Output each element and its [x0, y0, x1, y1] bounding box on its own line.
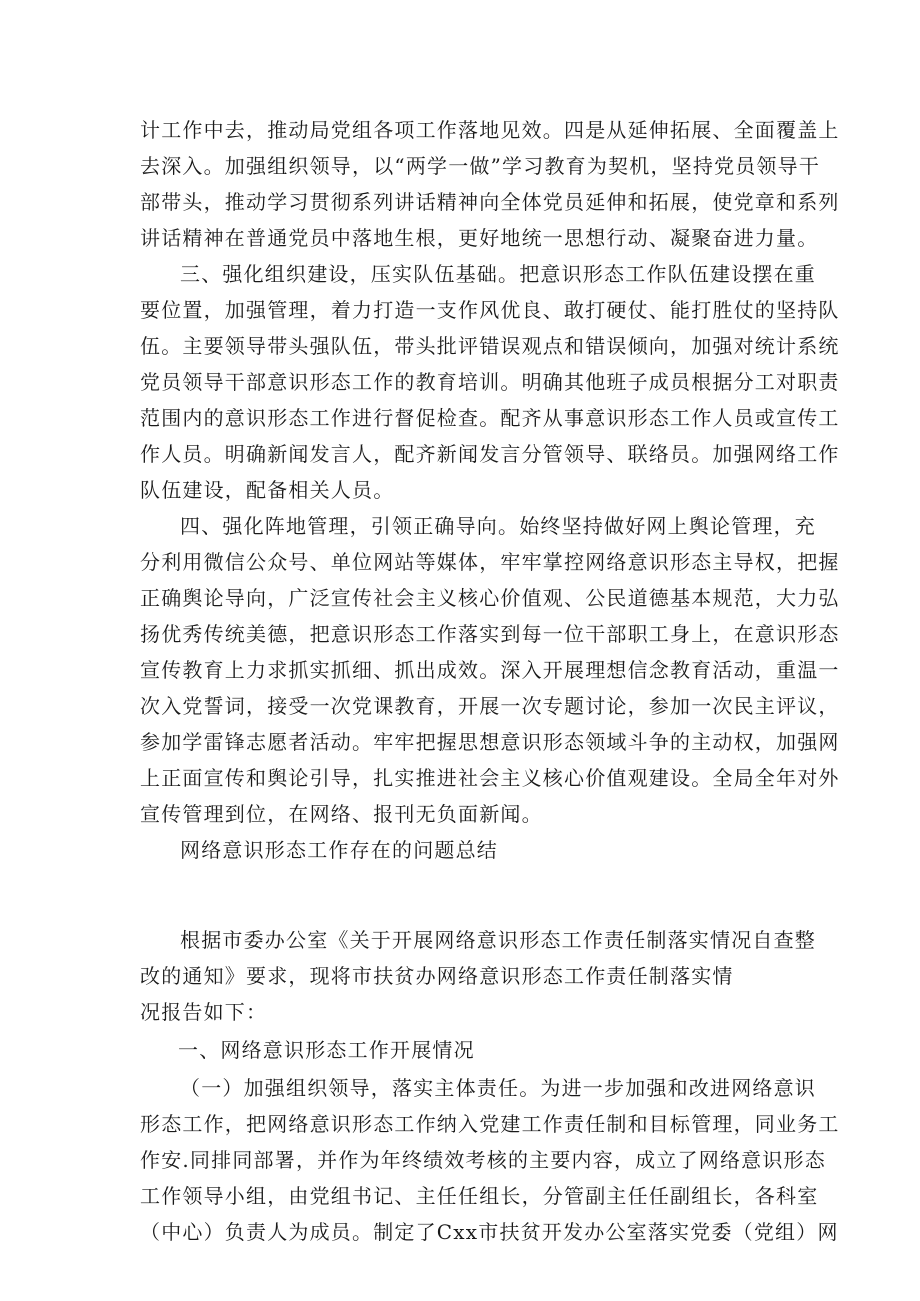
body-line: 要位置，加强管理，着力打造一支作风优良、敢打硬仗、能打胜仗的坚持队	[140, 298, 840, 322]
body-line: 宣传教育上力求抓实抓细、抓出成效。深入开展理想信念教育活动，重温一	[140, 658, 840, 682]
body-line: 参加学雷锋志愿者活动。牢牢把握思想意识形态领域斗争的主动权，加强网	[140, 730, 840, 754]
body-line: 作安.同排同部署，并作为年终绩效考核的主要内容，成立了网络意识形态	[140, 1148, 826, 1172]
body-line: 党员领导干部意识形态工作的教育培训。明确其他班子成员根据分工对职责	[140, 370, 840, 394]
body-line: 范围内的意识形态工作进行督促检查。配齐从事意识形态工作人员或宣传工	[140, 406, 840, 430]
body-line: 改的通知》要求，现将市扶贫办网络意识形态工作责任制落实情	[140, 964, 734, 988]
body-line: 伍。主要领导带头强队伍，带头批评错误观点和错误倾向，加强对统计系统	[140, 334, 840, 358]
section-heading-line: 一、网络意识形态工作开展情况	[178, 1038, 475, 1062]
body-line: 分利用微信公众号、单位网站等媒体，牢牢掌控网络意识形态主导权，把握	[140, 550, 840, 574]
body-line: 正确舆论导向，广泛宣传社会主义核心价值观、公民道德基本规范，大力弘	[140, 586, 840, 610]
body-line: 扬优秀传统美德，把意识形态工作落实到每一位干部职工身上，在意识形态	[140, 622, 840, 646]
body-line: （中心）负责人为成员。制定了Cxx市扶贫开发办公室落实党委（党组）网	[140, 1220, 839, 1244]
body-line: 部带头，推动学习贯彻系列讲话精神向全体党员延伸和拓展，使党章和系列	[140, 190, 840, 214]
body-line: 计工作中去，推动局党组各项工作落地见效。四是从延伸拓展、全面覆盖上	[140, 118, 840, 142]
body-line: 根据市委办公室《关于开展网络意识形态工作责任制落实情况自查整	[180, 928, 816, 952]
body-line: 宣传管理到位，在网络、报刊无负面新闻。	[140, 802, 543, 826]
body-line: 次入党誓词，接受一次党课教育，开展一次专题讨论，参加一次民主评议，	[140, 694, 840, 718]
section-heading-line: 三、强化组织建设，压实队伍基础。把意识形态工作队伍建设摆在重	[180, 262, 816, 286]
document-subtitle: 网络意识形态工作存在的问题总结	[180, 838, 498, 862]
body-line: 讲话精神在普通党员中落地生根，更好地统一思想行动、凝聚奋进力量。	[140, 226, 819, 250]
body-line: 况报告如下：	[140, 1000, 268, 1024]
body-line: 队伍建设，配备相关人员。	[140, 478, 395, 502]
section-heading-line: 四、强化阵地管理，引领正确导向。始终坚持做好网上舆论管理，充	[180, 514, 816, 538]
body-line: 形态工作，把网络意识形态工作纳入党建工作责任制和目标管理，同业务工	[140, 1112, 840, 1136]
body-line: 去深入。加强组织领导，以“两学一做”学习教育为契机，坚持党员领导干	[140, 154, 821, 178]
body-line: 上正面宣传和舆论引导，扎实推进社会主义核心价值观建设。全局全年对外	[140, 766, 840, 790]
subsection-heading-line: （一）加强组织领导，落实主体责任。为进一步加强和改进网络意识	[180, 1076, 816, 1100]
body-line: 作人员。明确新闻发言人，配齐新闻发言分管领导、联络员。加强网络工作	[140, 442, 840, 466]
body-line: 工作领导小组，由党组书记、主任任组长，分管副主任任副组长，各科室	[140, 1184, 819, 1208]
